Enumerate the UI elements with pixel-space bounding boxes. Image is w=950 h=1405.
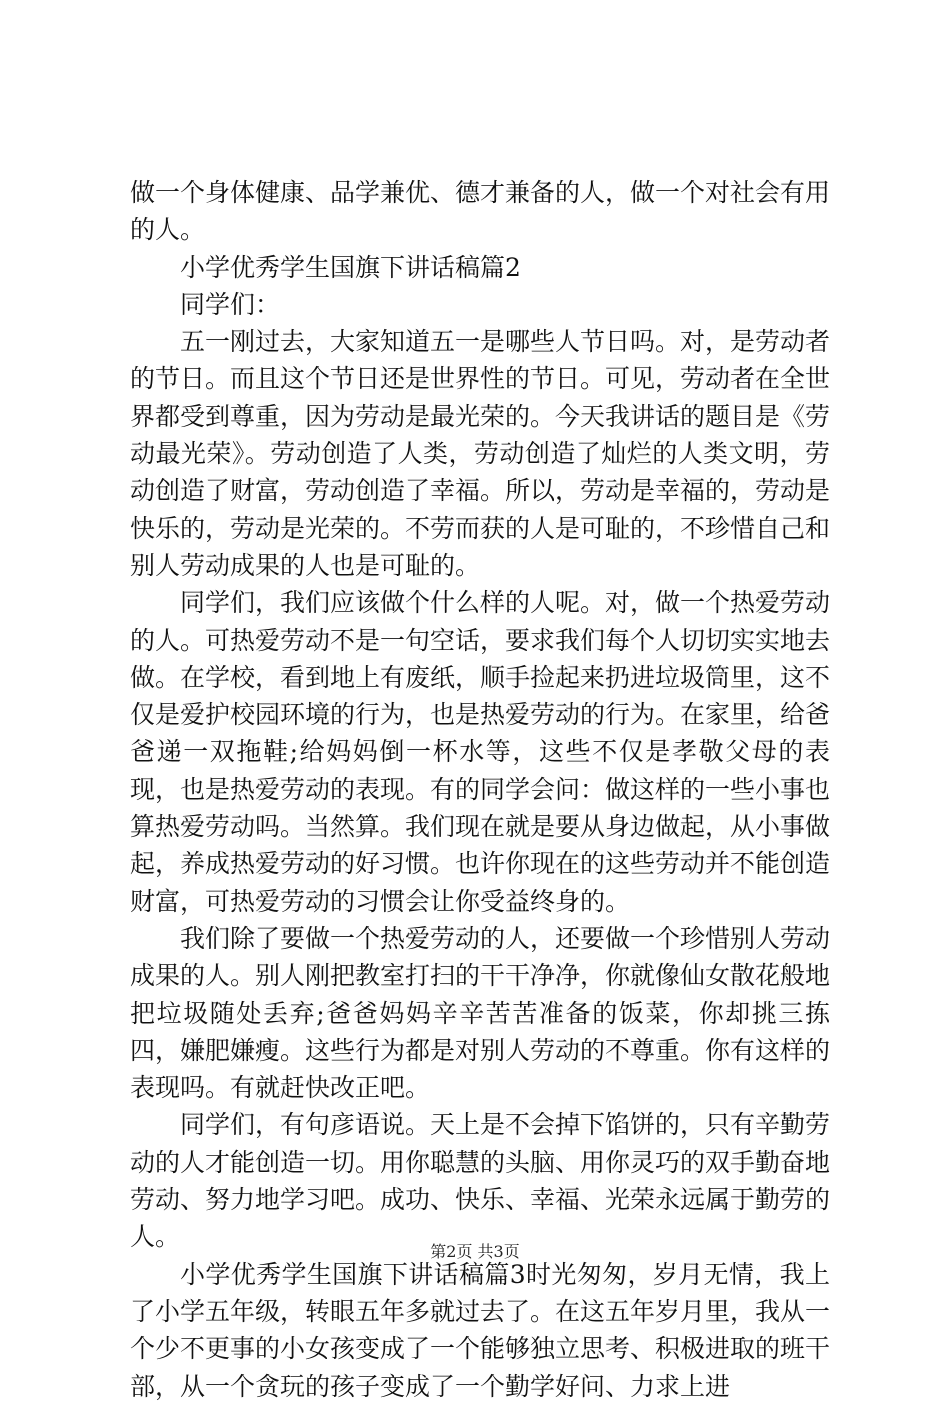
paragraph: 我们除了要做一个热爱劳动的人，还要做一个珍惜别人劳动成果的人。别人刚把教室打扫的干干净净，你就像仙女散花般地把垃圾随处丢弃;爸爸妈妈辛辛苦苦准备的饭菜，你却挑三拣四，嫌肥嫌瘦。这些行为都是对别人劳动的不尊重。你有这样的表现吗。有就赶快改正吧。 <box>130 923 831 1103</box>
paragraph: 同学们，有句彦语说。天上是不会掉下馅饼的，只有辛勤劳动的人才能创造一切。用你聪慧的头脑、用你灵巧的双手勤奋地劳动、努力地学习吧。成功、快乐、幸福、光荣永远属于勤劳的人。 <box>130 1110 831 1252</box>
paragraph: 小学优秀学生国旗下讲话稿篇3时光匆匆，岁月无情，我上了小学五年级，转眼五年多就过去了。在这五年岁月里，我从一个少不更事的小女孩变成了一个能够独立思考、积极进取的班干部，从一个贪玩的孩子变成了一个勤学好问、力求上进 <box>130 1259 831 1401</box>
salutation: 同学们： <box>180 289 281 319</box>
paragraph: 五一刚过去，大家知道五一是哪些人节日吗。对，是劳动者的节日。而且这个节日还是世界性的节日。可见，劳动者在全世界都受到尊重，因为劳动是最光荣的。今天我讲话的题目是《劳动最光荣》。劳动创造了人类，劳动创造了灿烂的人类文明，劳动创造了财富，劳动创造了幸福。所以，劳动是幸福的，劳动是快乐的，劳动是光荣的。不劳而获的人是可耻的，不珍惜自己和别人劳动成果的人也是可耻的。 <box>130 327 831 580</box>
page-number: 第2页 共3页 <box>430 1242 520 1261</box>
paragraph: 同学们，我们应该做个什么样的人呢。对，做一个热爱劳动的人。可热爱劳动不是一句空话，要求我们每个人切切实实地去做。在学校，看到地上有废纸，顺手捡起来扔进垃圾筒里，这不仅是爱护校园环境的行为，也是热爱劳动的行为。在家里，给爸爸递一双拖鞋;给妈妈倒一杯水等，这些不仅是孝敬父母的表现，也是热爱劳动的表现。有的同学会问：做这样的一些小事也算热爱劳动吗。当然算。我们现在就是要从身边做起，从小事做起，养成热爱劳动的好习惯。也许你现在的这些劳动并不能创造财富，可热爱劳动的习惯会让你受益终身的。 <box>130 588 831 916</box>
paragraph-continuation: 做一个身体健康、品学兼优、德才兼备的人，做一个对社会有用的人。 <box>130 178 831 245</box>
section-heading: 小学优秀学生国旗下讲话稿篇2 <box>180 252 521 282</box>
document-body <box>130 174 830 1405</box>
